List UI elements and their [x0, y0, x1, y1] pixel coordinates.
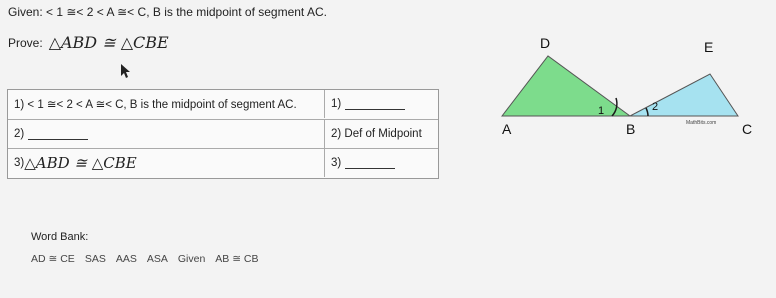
proof-row-1 [8, 90, 438, 118]
reason-3-blank[interactable] [345, 158, 395, 169]
triangle-abd [502, 56, 630, 116]
label-e: E [704, 39, 714, 55]
label-d: D [540, 35, 551, 51]
word-bank-item[interactable]: AB ≅ CB [215, 253, 259, 265]
word-bank [31, 253, 259, 265]
word-bank-item[interactable]: AAS [115, 253, 137, 265]
label-a: A [502, 121, 512, 137]
proof-row-3 [8, 148, 438, 177]
word-bank-title: Word Bank: [31, 231, 89, 243]
watermark: MathBits.com [686, 120, 717, 126]
mouse-cursor-icon [120, 63, 132, 79]
statement-3: 3) △ABD ≅ △CBE [14, 154, 137, 172]
statement-3-math: △ABD ≅ △CBE [24, 154, 137, 172]
word-bank-item[interactable]: ASA [146, 253, 168, 265]
statement-1: 1) < 1 ≅< 2 < A ≅< C, B is the midpoint of segment AC. [14, 99, 297, 111]
word-bank-item[interactable]: SAS [84, 253, 106, 265]
reason-3: 3) [324, 149, 439, 177]
label-c: C [742, 121, 753, 137]
label-angle-1: 1 [598, 105, 605, 117]
triangle-diagram [490, 28, 770, 148]
word-bank-item[interactable]: AD ≅ CE [31, 253, 75, 265]
prove-statement: △ABD ≅ △CBE [48, 33, 169, 52]
word-bank-item[interactable]: Given [177, 253, 206, 265]
reason-1-blank[interactable] [345, 99, 405, 110]
proof-row-2 [8, 119, 438, 148]
statement-2: 2) [14, 120, 88, 148]
label-angle-2: 2 [652, 101, 659, 113]
prove-label: Prove: [8, 35, 43, 50]
reason-1: 1) [324, 90, 439, 118]
label-b: B [626, 121, 636, 137]
reason-2: 2) Def of Midpoint [324, 120, 439, 148]
statement-2-blank[interactable] [28, 129, 88, 140]
prove-line [8, 33, 169, 52]
given-text: Given: < 1 ≅< 2 < A ≅< C, B is the midpoint of segment AC. [8, 5, 327, 19]
proof-table [7, 89, 439, 179]
